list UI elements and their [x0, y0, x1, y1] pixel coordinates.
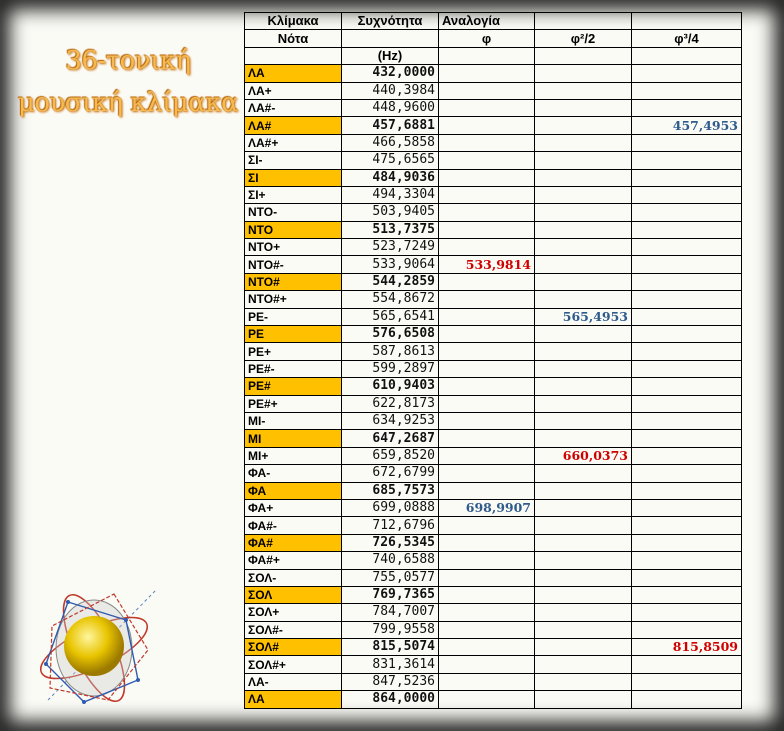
frequency-cell: 440,3984	[342, 82, 439, 99]
phi2-ratio-cell: 565,4953	[535, 308, 632, 325]
note-cell: ΛΑ#-	[245, 99, 342, 116]
phi-ratio-cell	[439, 378, 535, 395]
phi2-ratio-cell	[535, 256, 632, 273]
frequency-cell: 659,8520	[342, 447, 439, 464]
table-row	[245, 691, 742, 708]
table-row	[245, 378, 742, 395]
table-row	[245, 152, 742, 169]
frequency-cell: 647,2687	[342, 430, 439, 447]
phi-ratio-cell	[439, 586, 535, 603]
phi2-ratio-cell	[535, 395, 632, 412]
phi2-ratio-cell	[535, 99, 632, 116]
phi2-ratio-cell	[535, 465, 632, 482]
frequency-cell: 712,6796	[342, 517, 439, 534]
phi2-ratio-cell	[535, 152, 632, 169]
note-cell: ΛΑ#	[245, 117, 342, 134]
header-row-1	[245, 13, 742, 30]
phi3-ratio-cell	[632, 186, 742, 203]
table-row	[245, 326, 742, 343]
phi2-ratio-cell	[535, 621, 632, 638]
phi-ratio-cell: 698,9907	[439, 499, 535, 516]
frequency-cell: 610,9403	[342, 378, 439, 395]
phi2-ratio-cell	[535, 221, 632, 238]
phi3-ratio-cell	[632, 534, 742, 551]
table-row	[245, 482, 742, 499]
note-cell: ΦΑ#+	[245, 552, 342, 569]
title-line-1: 36-τονική	[65, 46, 191, 76]
note-cell: ΛΑ-	[245, 673, 342, 690]
table-row	[245, 656, 742, 673]
table-row	[245, 169, 742, 186]
phi-ratio-cell	[439, 673, 535, 690]
table-row	[245, 291, 742, 308]
phi2-ratio-cell	[535, 552, 632, 569]
phi-ratio-cell	[439, 169, 535, 186]
unit-empty-3	[535, 47, 632, 64]
header-ratio: Αναλογία	[439, 13, 535, 30]
table-row	[245, 499, 742, 516]
note-cell: ΛΑ	[245, 65, 342, 82]
phi3-ratio-cell	[632, 239, 742, 256]
phi2-ratio-cell	[535, 673, 632, 690]
phi-ratio-cell	[439, 604, 535, 621]
phi-ratio-cell	[439, 186, 535, 203]
phi2-ratio-cell	[535, 639, 632, 656]
phi3-ratio-cell	[632, 169, 742, 186]
frequency-cell: 448,9600	[342, 99, 439, 116]
header-note: Νότα	[245, 30, 342, 47]
phi-ratio-cell	[439, 134, 535, 151]
table-row	[245, 395, 742, 412]
phi2-ratio-cell	[535, 186, 632, 203]
phi-ratio-cell	[439, 482, 535, 499]
phi2-ratio-cell	[535, 169, 632, 186]
phi-ratio-cell	[439, 117, 535, 134]
phi2-ratio-cell	[535, 117, 632, 134]
note-cell: ΦΑ-	[245, 465, 342, 482]
phi-ratio-cell	[439, 308, 535, 325]
header-empty-1	[535, 13, 632, 30]
phi2-ratio-cell	[535, 604, 632, 621]
header-empty-3	[342, 30, 439, 47]
note-cell: ΛΑ	[245, 691, 342, 708]
table-row	[245, 82, 742, 99]
table-row	[245, 360, 742, 377]
note-cell: ΝΤΟ#	[245, 273, 342, 290]
phi2-ratio-cell	[535, 82, 632, 99]
phi3-ratio-cell	[632, 465, 742, 482]
phi3-ratio-cell	[632, 291, 742, 308]
phi3-ratio-cell	[632, 134, 742, 151]
phi2-ratio-cell	[535, 412, 632, 429]
phi3-ratio-cell	[632, 343, 742, 360]
note-cell: ΜΙ	[245, 430, 342, 447]
frequency-cell: 432,0000	[342, 65, 439, 82]
frequency-cell: 847,5236	[342, 673, 439, 690]
frequency-cell: 587,8613	[342, 343, 439, 360]
unit-empty-1	[245, 47, 342, 64]
frequency-cell: 503,9405	[342, 204, 439, 221]
table-row	[245, 221, 742, 238]
frequency-cell: 784,7007	[342, 604, 439, 621]
frequency-table	[244, 12, 742, 709]
phi-ratio-cell	[439, 99, 535, 116]
table-row	[245, 204, 742, 221]
phi3-ratio-cell	[632, 517, 742, 534]
note-cell: ΣΙ+	[245, 186, 342, 203]
header-frequency: Συχνότητα	[342, 13, 439, 30]
frequency-cell: 523,7249	[342, 239, 439, 256]
phi-ratio-cell	[439, 82, 535, 99]
phi-ratio-cell	[439, 447, 535, 464]
phi2-ratio-cell	[535, 499, 632, 516]
phi-ratio-cell	[439, 552, 535, 569]
note-cell: ΛΑ#+	[245, 134, 342, 151]
frequency-cell: 740,6588	[342, 552, 439, 569]
frequency-cell: 565,6541	[342, 308, 439, 325]
phi-ratio-cell	[439, 621, 535, 638]
frequency-cell: 634,9253	[342, 412, 439, 429]
unit-empty-2	[439, 47, 535, 64]
note-cell: ΣΟΛ-	[245, 569, 342, 586]
frequency-cell: 576,6508	[342, 326, 439, 343]
table-row	[245, 673, 742, 690]
phi-ratio-cell	[439, 326, 535, 343]
frequency-cell: 494,3304	[342, 186, 439, 203]
table-row	[245, 99, 742, 116]
phi3-ratio-cell	[632, 673, 742, 690]
frequency-cell: 599,2897	[342, 360, 439, 377]
page-title	[14, 40, 242, 124]
phi-ratio-cell	[439, 65, 535, 82]
phi3-ratio-cell	[632, 360, 742, 377]
note-cell: ΜΙ+	[245, 447, 342, 464]
table-row	[245, 343, 742, 360]
table-row	[245, 604, 742, 621]
phi-ratio-cell	[439, 465, 535, 482]
phi2-ratio-cell	[535, 517, 632, 534]
note-cell: ΡΕ#+	[245, 395, 342, 412]
phi3-ratio-cell	[632, 447, 742, 464]
phi2-ratio-cell	[535, 65, 632, 82]
phi3-ratio-cell	[632, 656, 742, 673]
phi-ratio-cell	[439, 656, 535, 673]
note-cell: ΦΑ#-	[245, 517, 342, 534]
note-cell: ΝΤΟ#+	[245, 291, 342, 308]
phi2-ratio-cell	[535, 482, 632, 499]
phi3-ratio-cell	[632, 482, 742, 499]
phi3-ratio-cell	[632, 569, 742, 586]
note-cell: ΣΙ	[245, 169, 342, 186]
phi2-ratio-cell	[535, 343, 632, 360]
table-row	[245, 447, 742, 464]
phi3-ratio-cell: 815,8509	[632, 639, 742, 656]
frequency-cell: 672,6799	[342, 465, 439, 482]
phi2-ratio-cell: 660,0373	[535, 447, 632, 464]
phi2-ratio-cell	[535, 378, 632, 395]
frequency-cell: 554,8672	[342, 291, 439, 308]
phi3-ratio-cell	[632, 65, 742, 82]
phi-ratio-cell	[439, 360, 535, 377]
phi2-ratio-cell	[535, 273, 632, 290]
frequency-cell: 699,0888	[342, 499, 439, 516]
frequency-cell: 726,5345	[342, 534, 439, 551]
table-row	[245, 308, 742, 325]
phi3-ratio-cell: 457,4953	[632, 117, 742, 134]
phi2-ratio-cell	[535, 534, 632, 551]
phi2-ratio-cell	[535, 430, 632, 447]
phi-ratio-cell: 533,9814	[439, 256, 535, 273]
phi-ratio-cell	[439, 273, 535, 290]
unit-row	[245, 47, 742, 64]
frequency-cell: 475,6565	[342, 152, 439, 169]
phi3-ratio-cell	[632, 552, 742, 569]
phi3-ratio-cell	[632, 586, 742, 603]
note-cell: ΦΑ	[245, 482, 342, 499]
phi3-ratio-cell	[632, 326, 742, 343]
header-row-2	[245, 30, 742, 47]
phi3-ratio-cell	[632, 82, 742, 99]
phi-ratio-cell	[439, 152, 535, 169]
phi3-ratio-cell	[632, 604, 742, 621]
table-row	[245, 552, 742, 569]
note-cell: ΡΕ#	[245, 378, 342, 395]
table-row	[245, 465, 742, 482]
table-row	[245, 134, 742, 151]
unit-hz: (Hz)	[342, 47, 439, 64]
phi3-ratio-cell	[632, 412, 742, 429]
golden-sphere-geometry-icon	[28, 580, 168, 720]
phi3-ratio-cell	[632, 99, 742, 116]
phi-ratio-cell	[439, 221, 535, 238]
note-cell: ΝΤΟ+	[245, 239, 342, 256]
phi-ratio-cell	[439, 691, 535, 708]
phi2-ratio-cell	[535, 239, 632, 256]
phi-ratio-cell	[439, 534, 535, 551]
note-cell: ΝΤΟ-	[245, 204, 342, 221]
table-row	[245, 534, 742, 551]
phi3-ratio-cell	[632, 378, 742, 395]
frequency-cell: 864,0000	[342, 691, 439, 708]
frequency-cell: 466,5858	[342, 134, 439, 151]
phi3-ratio-cell	[632, 691, 742, 708]
frequency-cell: 457,6881	[342, 117, 439, 134]
note-cell: ΣΟΛ#+	[245, 656, 342, 673]
phi2-ratio-cell	[535, 204, 632, 221]
table-row	[245, 186, 742, 203]
phi3-ratio-cell	[632, 308, 742, 325]
header-scale: Κλίμακα	[245, 13, 342, 30]
table-row	[245, 239, 742, 256]
note-cell: ΜΙ-	[245, 412, 342, 429]
table-row	[245, 412, 742, 429]
table-row	[245, 273, 742, 290]
phi3-ratio-cell	[632, 204, 742, 221]
header-empty-2	[632, 13, 742, 30]
table-row	[245, 117, 742, 134]
note-cell: ΝΤΟ	[245, 221, 342, 238]
note-cell: ΝΤΟ#-	[245, 256, 342, 273]
note-cell: ΡΕ#-	[245, 360, 342, 377]
phi3-ratio-cell	[632, 152, 742, 169]
frequency-cell: 533,9064	[342, 256, 439, 273]
title-line-2: μουσική κλίμακα	[17, 88, 239, 118]
note-cell: ΛΑ+	[245, 82, 342, 99]
header-phi: φ	[439, 30, 535, 47]
frequency-cell: 513,7375	[342, 221, 439, 238]
table-row	[245, 639, 742, 656]
note-cell: ΣΟΛ+	[245, 604, 342, 621]
phi3-ratio-cell	[632, 395, 742, 412]
phi2-ratio-cell	[535, 134, 632, 151]
phi-ratio-cell	[439, 343, 535, 360]
frequency-cell: 831,3614	[342, 656, 439, 673]
phi-ratio-cell	[439, 291, 535, 308]
note-cell: ΡΕ	[245, 326, 342, 343]
phi-ratio-cell	[439, 239, 535, 256]
phi-ratio-cell	[439, 412, 535, 429]
phi-ratio-cell	[439, 430, 535, 447]
table-row	[245, 517, 742, 534]
note-cell: ΦΑ#	[245, 534, 342, 551]
note-cell: ΣΟΛ#-	[245, 621, 342, 638]
phi2-ratio-cell	[535, 360, 632, 377]
note-cell: ΣΙ-	[245, 152, 342, 169]
table-row	[245, 256, 742, 273]
frequency-cell: 544,2859	[342, 273, 439, 290]
table-row	[245, 430, 742, 447]
frequency-cell: 815,5074	[342, 639, 439, 656]
phi-ratio-cell	[439, 639, 535, 656]
note-cell: ΡΕ+	[245, 343, 342, 360]
frequency-cell: 484,9036	[342, 169, 439, 186]
frequency-cell: 799,9558	[342, 621, 439, 638]
phi3-ratio-cell	[632, 621, 742, 638]
phi2-ratio-cell	[535, 656, 632, 673]
table-row	[245, 65, 742, 82]
header-phi3-quarter: φ³/4	[632, 30, 742, 47]
frequency-cell: 755,0577	[342, 569, 439, 586]
note-cell: ΣΟΛ#	[245, 639, 342, 656]
phi-ratio-cell	[439, 569, 535, 586]
frequency-cell: 685,7573	[342, 482, 439, 499]
header-phi2-half: φ²/2	[535, 30, 632, 47]
frequency-cell: 622,8173	[342, 395, 439, 412]
table-row	[245, 569, 742, 586]
phi3-ratio-cell	[632, 221, 742, 238]
phi-ratio-cell	[439, 517, 535, 534]
phi2-ratio-cell	[535, 691, 632, 708]
phi3-ratio-cell	[632, 430, 742, 447]
table-row	[245, 586, 742, 603]
phi2-ratio-cell	[535, 586, 632, 603]
note-cell: ΦΑ+	[245, 499, 342, 516]
phi-ratio-cell	[439, 204, 535, 221]
phi2-ratio-cell	[535, 291, 632, 308]
phi3-ratio-cell	[632, 499, 742, 516]
phi3-ratio-cell	[632, 273, 742, 290]
phi2-ratio-cell	[535, 569, 632, 586]
phi3-ratio-cell	[632, 256, 742, 273]
unit-empty-4	[632, 47, 742, 64]
table-row	[245, 621, 742, 638]
frequency-cell: 769,7365	[342, 586, 439, 603]
note-cell: ΣΟΛ	[245, 586, 342, 603]
note-cell: ΡΕ-	[245, 308, 342, 325]
phi2-ratio-cell	[535, 326, 632, 343]
phi-ratio-cell	[439, 395, 535, 412]
